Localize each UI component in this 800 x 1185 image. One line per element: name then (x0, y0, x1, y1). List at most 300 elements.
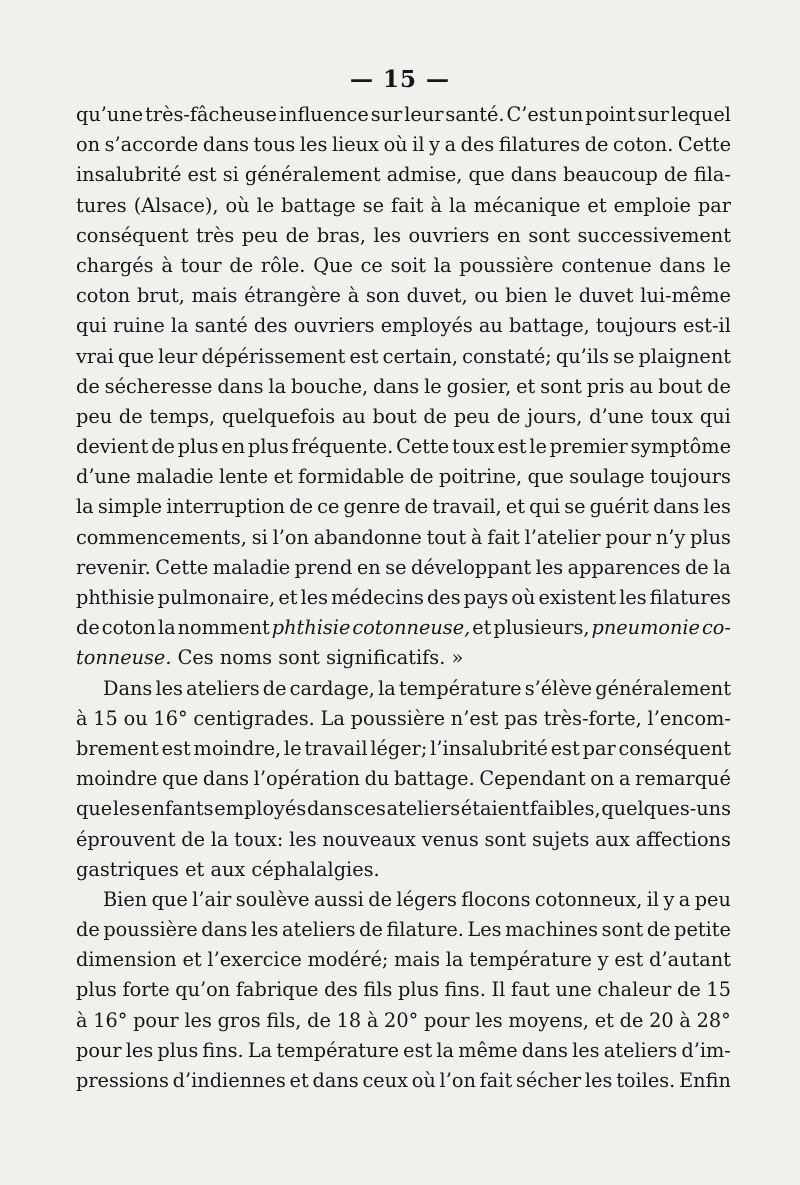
word: maladie (136, 465, 214, 489)
word: constaté; (462, 344, 552, 368)
word: se (564, 495, 586, 519)
word: sont (528, 223, 570, 247)
word: de (285, 223, 310, 247)
word: les (300, 586, 329, 609)
word: aux (210, 857, 246, 881)
word: dans (373, 374, 420, 398)
word: que (117, 344, 155, 368)
word: revenir. (76, 555, 151, 579)
word: de (262, 676, 287, 700)
word: la (268, 374, 287, 398)
word: coton. (613, 133, 674, 157)
word: rôle. (260, 253, 306, 277)
word: formidable (298, 465, 405, 489)
word: nomment (177, 616, 270, 640)
word: existent (538, 586, 617, 609)
word: phthisie (271, 616, 351, 640)
word: conséquent (76, 223, 189, 247)
word: a (444, 133, 457, 157)
word: l’encom- (647, 706, 731, 730)
word: développant (411, 555, 532, 579)
word: employés (214, 797, 307, 821)
word: tour (180, 253, 222, 277)
word: centigrades. (193, 706, 315, 730)
word: pour (605, 525, 651, 549)
word: tous (253, 133, 296, 157)
word: est (550, 736, 580, 760)
word: significatifs. (326, 646, 446, 670)
word: soulage (569, 465, 645, 489)
word: au (629, 374, 654, 398)
word: de (76, 918, 100, 942)
word: par (697, 193, 731, 217)
word: successivement (577, 223, 731, 247)
word: à (679, 1008, 691, 1032)
word: ateliers (603, 1038, 678, 1062)
text-line (76, 432, 731, 462)
word: lieux (331, 133, 379, 157)
word: C’est (506, 103, 557, 126)
word: brut, (136, 284, 185, 308)
word: chargés (76, 253, 154, 277)
word: des (460, 133, 495, 157)
word: si (251, 525, 268, 549)
word: guérit (589, 495, 649, 519)
word: de (619, 1008, 644, 1032)
page-number: — 15 — (349, 66, 451, 93)
word: fils (363, 978, 393, 1002)
word: interruption (166, 495, 286, 519)
word: abandonne (313, 525, 422, 549)
word: du (364, 767, 390, 791)
word: pulmonaire, (157, 586, 276, 609)
body-text (76, 100, 731, 1096)
word: de (151, 435, 175, 459)
word: point (585, 103, 636, 126)
text-line (76, 1066, 731, 1096)
word: a (618, 767, 631, 791)
word: duvet (578, 284, 634, 308)
word: de (229, 253, 254, 277)
text-line (76, 825, 731, 855)
word: peu (694, 887, 731, 911)
word: cotonneux, (534, 887, 643, 911)
word: vrai (76, 344, 114, 368)
word: sont (540, 374, 582, 398)
word: pneumonie (591, 616, 700, 640)
word: simple (97, 495, 163, 519)
word: leur (404, 103, 444, 126)
word: maladie (212, 555, 291, 579)
word: les (619, 586, 647, 609)
word: tout (426, 525, 467, 549)
word: température (398, 676, 522, 700)
word: y (429, 133, 440, 157)
word: prend (294, 555, 353, 579)
word: de (368, 887, 393, 911)
word: filature. (386, 918, 464, 942)
word: influence (278, 103, 369, 126)
word: moyens, (508, 1008, 590, 1032)
word: le (529, 435, 547, 459)
word: de (181, 827, 205, 851)
word: de (646, 918, 671, 942)
word: des (324, 978, 358, 1002)
text-line (76, 885, 731, 915)
word: cardage, (289, 676, 375, 700)
word: on (76, 133, 101, 157)
word: de (684, 555, 709, 579)
word: médecins (331, 586, 424, 609)
word: légers (396, 887, 457, 911)
word: La (247, 1038, 273, 1062)
word: se (613, 344, 635, 368)
word: Que (313, 253, 353, 277)
word: travail, (432, 495, 502, 519)
word: où (411, 1069, 436, 1092)
word: les (184, 1008, 212, 1032)
word: forte (122, 978, 170, 1002)
word: pour (76, 1038, 122, 1062)
word: céphalalgies. (251, 857, 380, 881)
word: très-fâcheuse (145, 103, 277, 126)
word: des (253, 314, 288, 338)
word: la (76, 495, 94, 519)
word: soit (390, 253, 427, 277)
word: fila- (693, 163, 731, 187)
word: (Alsace), (133, 193, 219, 217)
word: cotonneuse, (352, 616, 471, 640)
word: son (365, 284, 400, 308)
word: ateliers (186, 676, 260, 700)
word: toux: (234, 827, 284, 851)
word: étaient (460, 797, 530, 821)
word: et (185, 857, 205, 881)
text-line (76, 855, 731, 885)
word: et (278, 586, 298, 609)
word: 16° (153, 706, 188, 730)
word: aux (595, 827, 630, 851)
word: est-il (682, 314, 731, 338)
word: machines (505, 918, 599, 942)
word: de (707, 374, 731, 398)
word: plus (76, 978, 117, 1002)
word: filatures (498, 133, 581, 157)
word: est (349, 344, 379, 368)
word: santé (194, 314, 248, 338)
word: peu (241, 223, 279, 247)
word: modéré; (307, 948, 389, 972)
word: fabrique (235, 978, 319, 1002)
word: la (436, 1038, 455, 1062)
word: noms (219, 646, 273, 670)
word: faibles, (529, 797, 601, 821)
word: d’autant (649, 948, 731, 972)
word: Dans (103, 676, 153, 700)
word: pris (586, 374, 625, 398)
word: toiles. (616, 1069, 676, 1092)
word: fait (487, 525, 520, 549)
word: santé. (445, 103, 505, 126)
word: en (221, 435, 246, 459)
word: l’atelier (524, 525, 601, 549)
word: Ces (177, 646, 214, 670)
word: toujours (650, 465, 731, 489)
word: pressions (76, 1069, 169, 1092)
word: poitrine, (438, 465, 523, 489)
word: fait (391, 193, 424, 217)
word: commencements, (76, 525, 247, 549)
word: fins. (444, 978, 486, 1002)
text-line (76, 674, 731, 704)
word: ruine (113, 314, 165, 338)
text-line (76, 100, 731, 130)
word: flocons (461, 887, 531, 911)
word: sur (637, 103, 670, 126)
word: dans (521, 1038, 568, 1062)
word: de (76, 616, 100, 640)
word: devient (76, 435, 149, 459)
word: co- (701, 616, 731, 640)
word: l’insalubrité (430, 736, 548, 760)
text-line (76, 221, 731, 251)
word: que (162, 767, 199, 791)
word: de (76, 374, 100, 398)
word: qu’ils (555, 344, 609, 368)
word: ateliers (282, 918, 356, 942)
word: dans (202, 133, 250, 157)
word: emploie (613, 193, 691, 217)
word: les (125, 1038, 154, 1062)
word: coton (101, 616, 156, 640)
word: dans (306, 797, 354, 821)
word: bras, (316, 223, 366, 247)
word: généralement (595, 676, 731, 700)
word: quelquefois (221, 404, 336, 428)
word: est (497, 435, 527, 459)
word: température (469, 948, 592, 972)
word: que (76, 797, 113, 821)
text-line (76, 975, 731, 1005)
word: pas (504, 706, 538, 730)
text-line (76, 311, 731, 341)
text-line (76, 613, 731, 643)
word: et (182, 948, 202, 972)
word: de (359, 918, 383, 942)
word: les (535, 555, 564, 579)
word: la (157, 616, 176, 640)
word: de (409, 465, 434, 489)
word: très (196, 223, 235, 247)
word: lui-même (640, 284, 731, 308)
word: plus (157, 1038, 199, 1062)
word: battage (281, 193, 356, 217)
word: ou (123, 706, 148, 730)
word: symptôme (630, 435, 731, 459)
word: bouche, (290, 374, 369, 398)
word: se (385, 555, 407, 579)
word: sécher (515, 1069, 582, 1092)
text-line (76, 643, 731, 673)
word: quelques-uns (601, 797, 731, 821)
word: de (423, 404, 448, 428)
word: gros (217, 1008, 261, 1032)
word: toux (451, 435, 495, 459)
word: les (572, 1038, 600, 1062)
word: à (366, 1008, 379, 1032)
word: à (76, 1008, 88, 1032)
word: l’on (439, 1069, 476, 1092)
word: 20 (649, 1008, 674, 1032)
word: il (646, 887, 660, 911)
word: de (496, 404, 521, 428)
word: duvet, (406, 284, 468, 308)
word: 20° (384, 1008, 419, 1032)
word: Cette (155, 555, 209, 579)
word: nouveaux (322, 827, 416, 851)
word: sont (484, 827, 527, 851)
word: Cette (396, 435, 450, 459)
word: le (424, 374, 442, 398)
word: même (458, 1038, 518, 1062)
word: pour (423, 1008, 470, 1032)
text-line (76, 1006, 731, 1036)
word: affections (635, 827, 731, 851)
word: à (470, 525, 483, 549)
word: y (663, 887, 675, 911)
word: que (527, 465, 564, 489)
word: ce (360, 253, 383, 277)
word: et (273, 465, 293, 489)
word: mais (191, 284, 238, 308)
word: qui (76, 314, 107, 338)
word: la (170, 314, 189, 338)
word: temps, (149, 404, 216, 428)
word: les (289, 827, 317, 851)
word: ou (474, 284, 499, 308)
word: gosier, (446, 374, 512, 398)
word: 15 (93, 706, 118, 730)
text-line (76, 402, 731, 432)
word: toujours (595, 314, 677, 338)
word: et (289, 1069, 309, 1092)
word: l’opération (253, 767, 360, 791)
word: l’exercice (207, 948, 302, 972)
word: chaleur (597, 978, 672, 1002)
word: est (187, 163, 217, 187)
word: faut (510, 978, 550, 1002)
word: dans (653, 495, 700, 519)
word: éprouvent (76, 827, 176, 851)
text-line (76, 191, 731, 221)
text-line (76, 734, 731, 764)
word: tonneuse. (76, 646, 172, 670)
word: lequel (670, 103, 731, 126)
word: où (383, 133, 408, 157)
text-line (76, 523, 731, 553)
word: aussi (313, 887, 364, 911)
word: où (225, 193, 250, 217)
text-line (76, 583, 731, 613)
word: le (713, 253, 731, 277)
word: plus (177, 435, 219, 459)
word: la (445, 948, 464, 972)
text-line (76, 281, 731, 311)
word: et (472, 616, 492, 640)
word: fins. (202, 1038, 244, 1062)
text-line (76, 915, 731, 945)
word: toux (650, 404, 694, 428)
text-line (76, 130, 731, 160)
word: qu’on (175, 978, 231, 1002)
word: » (451, 646, 464, 670)
word: jours, (527, 404, 583, 428)
word: sont (601, 918, 644, 942)
word: travail (304, 736, 368, 760)
word: et (516, 374, 536, 398)
word: le (256, 193, 275, 217)
word: très-forte, (543, 706, 642, 730)
word: a (678, 887, 691, 911)
word: contenue (561, 253, 652, 277)
word: n’y (655, 525, 686, 549)
word: température (276, 1038, 400, 1062)
word: tures (76, 193, 127, 217)
word: bout (658, 374, 703, 398)
word: employés (380, 314, 473, 338)
word: les (373, 223, 401, 247)
word: d’im- (681, 1038, 731, 1062)
word: par (582, 736, 616, 760)
word: dans (201, 918, 248, 942)
word: enfants (141, 797, 214, 821)
word: à (161, 253, 173, 277)
word: la (713, 555, 731, 579)
word: dans (217, 374, 264, 398)
word: peu (76, 404, 113, 428)
word: poussière (459, 253, 554, 277)
word: phthisie (76, 586, 155, 609)
word: les (475, 1008, 503, 1032)
word: soulève (235, 887, 310, 911)
word: d’une (76, 465, 131, 489)
word: de (584, 133, 609, 157)
word: les (250, 918, 279, 942)
text-line (76, 1036, 731, 1066)
word: sécheresse (104, 374, 213, 398)
word: pays (463, 586, 509, 609)
word: la (449, 193, 467, 217)
word: plusieurs, (493, 616, 590, 640)
word: bien (505, 284, 548, 308)
word: est (614, 948, 644, 972)
word: ce (317, 495, 340, 519)
word: les (703, 495, 731, 519)
text-line (76, 945, 731, 975)
word: ouvriers (408, 223, 490, 247)
word: plus (690, 525, 731, 549)
word: la (433, 253, 452, 277)
word: le (554, 284, 572, 308)
word: de (676, 978, 701, 1002)
word: ceux (362, 1069, 408, 1092)
word: les (155, 676, 183, 700)
text-line (76, 251, 731, 281)
word: de (307, 1008, 331, 1032)
word: y (597, 948, 609, 972)
word: lente (218, 465, 269, 489)
word: ouvriers (293, 314, 375, 338)
